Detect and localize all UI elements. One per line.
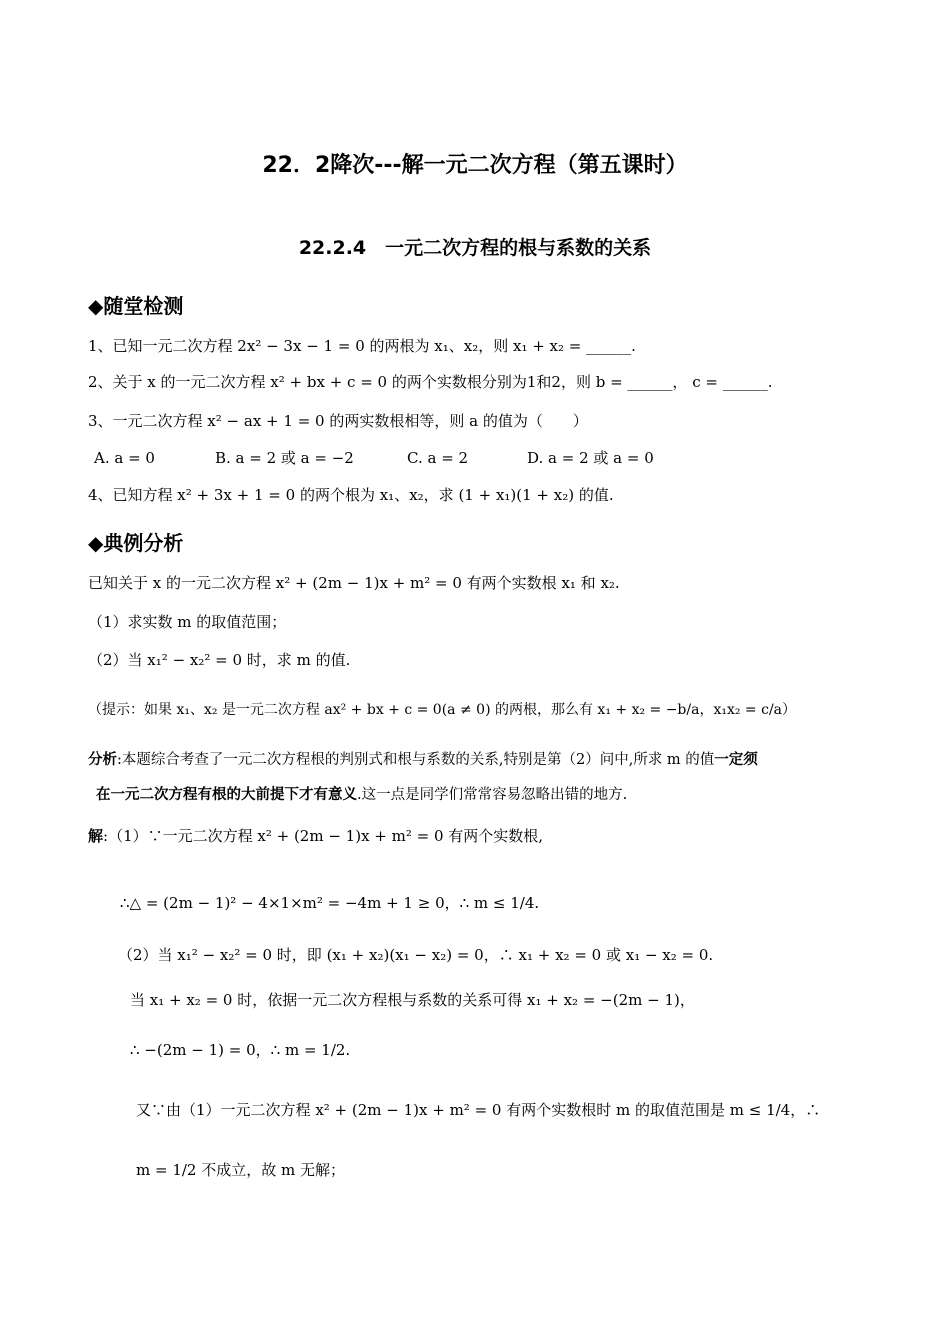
- solution-line-1: [88, 826, 543, 846]
- analysis-label: 分析: [88, 751, 117, 768]
- question-3: 3、一元二次方程 x² − ax + 1 = 0 的两实数根相等，则 a 的值为（ ）: [88, 412, 588, 430]
- solution-line-2: ∴△ = (2m − 1)² − 4×1×m² = −4m + 1 ≥ 0，∴ m ≤ 1/4.: [120, 894, 540, 912]
- section-heading-examples: ◆典例分析: [88, 531, 184, 555]
- example-hint: （提示：如果 x₁、x₂ 是一元二次方程 ax² + bx + c = 0(a ≠ 0) 的两根，那么有 x₁ + x₂ = −b/a，x₁x₂ = c/a）: [88, 702, 797, 718]
- page-title: 22．2降次---解一元二次方程（第五课时）: [262, 153, 688, 178]
- solution-text-1: :（1）∵一元二次方程 x² + (2m − 1)x + m² = 0 有两个实数根,: [103, 827, 544, 845]
- question-3-option-a: A. a = 0: [94, 449, 155, 467]
- question-3-option-d: D. a = 2 或 a = 0: [527, 449, 654, 467]
- solution-line-3: （2）当 x₁² − x₂² = 0 时，即 (x₁ + x₂)(x₁ − x₂) = 0，∴ x₁ + x₂ = 0 或 x₁ − x₂ = 0.: [118, 946, 714, 964]
- solution-line-4: 当 x₁ + x₂ = 0 时，依据一元二次方程根与系数的关系可得 x₁ + x₂ = −(2m − 1)，: [130, 991, 695, 1009]
- analysis-text-1: :本题综合考查了一元二次方程根的判别式和根与系数的关系,特别是第（2）问中,所求 m 的值: [117, 752, 715, 768]
- solution-line-6: 又∵由（1）一元二次方程 x² + (2m − 1)x + m² = 0 有两个实数根时 m 的取值范围是 m ≤ 1/4，∴: [136, 1101, 821, 1119]
- analysis-paragraph-cont: [96, 785, 627, 805]
- solution-line-7: m = 1/2 不成立，故 m 无解；: [136, 1161, 345, 1179]
- example-intro: 已知关于 x 的一元二次方程 x² + (2m − 1)x + m² = 0 有两个实数根 x₁ 和 x₂.: [88, 574, 620, 592]
- example-part-1: （1）求实数 m 的取值范围；: [88, 613, 287, 631]
- page-subtitle: 22.2.4 一元二次方程的根与系数的关系: [298, 237, 652, 259]
- question-3-option-c: C. a = 2: [407, 449, 469, 467]
- analysis-text-2: .这一点是同学们常常容易忽略出错的地方.: [357, 787, 628, 803]
- question-3-option-b: B. a = 2 或 a = −2: [215, 449, 354, 467]
- analysis-paragraph: [88, 750, 758, 770]
- analysis-emphasis-2: 在一元二次方程有根的大前提下才有意义: [96, 786, 357, 803]
- question-4: 4、已知方程 x² + 3x + 1 = 0 的两个根为 x₁、x₂，求 (1 + x₁)(1 + x₂) 的值.: [88, 486, 614, 504]
- example-part-2: （2）当 x₁² − x₂² = 0 时，求 m 的值.: [88, 651, 351, 669]
- solution-label: 解: [88, 827, 104, 845]
- question-1: 1、已知一元二次方程 2x² − 3x − 1 = 0 的两根为 x₁、x₂，则 x₁ + x₂ = ______.: [88, 337, 636, 355]
- analysis-emphasis-1: 一定须: [714, 751, 758, 768]
- solution-line-5: ∴ −(2m − 1) = 0，∴ m = 1/2.: [130, 1041, 351, 1059]
- section-heading-quiz: ◆随堂检测: [88, 294, 184, 318]
- question-2: 2、关于 x 的一元二次方程 x² + bx + c = 0 的两个实数根分别为1和2，则 b = ______， c = ______.: [88, 373, 773, 391]
